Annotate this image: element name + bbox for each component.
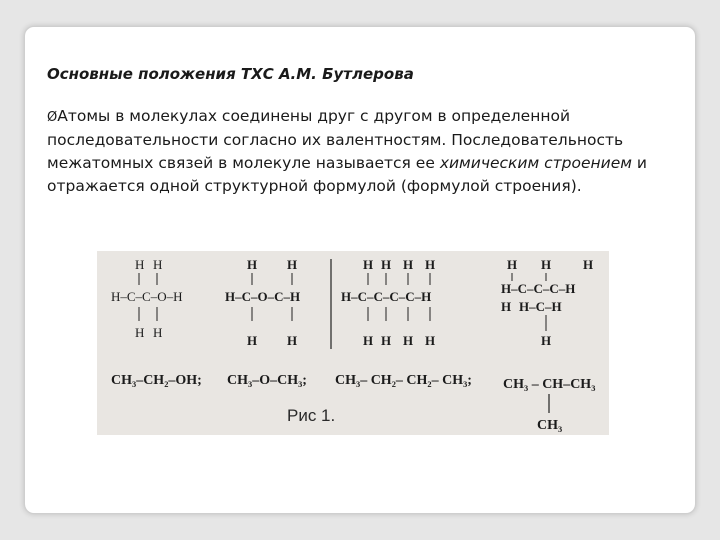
- paragraph-2-emphasis: химическим строением: [439, 154, 632, 172]
- bullet-arrow-icon: Ø: [47, 110, 58, 125]
- svg-text:H–C–H: H–C–H: [519, 299, 562, 314]
- svg-text:H: H: [381, 333, 392, 348]
- paragraph-2-part2: и отражается одной структурной формулой (формулой строения).: [47, 154, 647, 195]
- formula-ethanol-structure: [111, 257, 183, 340]
- svg-text:H: H: [363, 257, 374, 272]
- butane-structural-row: H–C–C–C–C–H: [341, 289, 432, 304]
- ethanol-structural-row: H–C–C–O–H: [111, 289, 183, 304]
- svg-text:H: H: [381, 257, 392, 272]
- formula-dimethyl-ether-structure: [225, 257, 300, 348]
- condensed-formulas-row: [111, 373, 595, 433]
- svg-text:H: H: [403, 333, 414, 348]
- formula-isobutane-structure: [501, 257, 593, 348]
- slide: [24, 26, 696, 514]
- figure-caption: Рис 1.: [287, 406, 336, 425]
- svg-text:H: H: [135, 257, 145, 272]
- isobutane-condensed: CH₃ – CH–CH₃: [503, 377, 596, 392]
- paragraph-2-part1: Последовательность межатомных связей в молекуле называется ее: [47, 131, 624, 172]
- structural-formulas-figure: [97, 251, 609, 435]
- ether-structural-row: H–C–O–C–H: [225, 289, 301, 304]
- svg-text:H: H: [501, 299, 512, 314]
- svg-text:H: H: [153, 257, 163, 272]
- svg-text:H: H: [507, 257, 518, 272]
- svg-text:H: H: [363, 333, 374, 348]
- svg-text:H: H: [135, 325, 145, 340]
- svg-text:H: H: [153, 325, 163, 340]
- svg-text:H: H: [541, 257, 552, 272]
- svg-text:H: H: [425, 257, 436, 272]
- svg-text:H: H: [425, 333, 436, 348]
- formula-butane-structure: [341, 257, 435, 348]
- svg-text:H: H: [287, 257, 298, 272]
- isobutane-structural-row: H–C–C–C–H: [501, 281, 576, 296]
- svg-text:H: H: [583, 257, 594, 272]
- svg-text:H: H: [247, 257, 258, 272]
- butane-condensed: CH₃– CH₂– CH₂– CH₃;: [335, 373, 472, 388]
- ether-condensed: CH₃–O–CH₃;: [227, 373, 307, 388]
- slide-title: Основные положения ТХС А.М. Бутлерова: [47, 65, 414, 83]
- svg-text:H: H: [287, 333, 298, 348]
- svg-text:H: H: [403, 257, 414, 272]
- slide-body: [47, 105, 677, 198]
- paragraph-1: Атомы в молекулах соединены друг с другом в определенной последовательности согласно их валентностям.: [47, 107, 571, 149]
- svg-text:H: H: [247, 333, 258, 348]
- isobutane-branch: CH₃: [537, 418, 563, 433]
- svg-text:H: H: [541, 333, 552, 348]
- ethanol-condensed: CH₃–CH₂–OH;: [111, 373, 202, 388]
